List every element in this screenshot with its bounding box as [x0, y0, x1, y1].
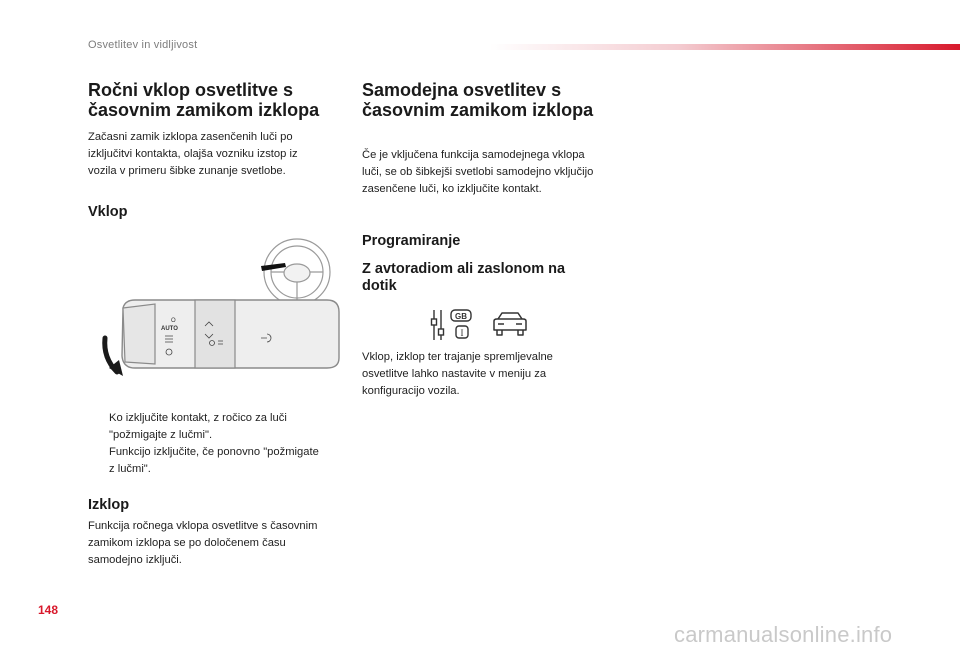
- programiranje-heading: Programiranje: [362, 233, 461, 249]
- vklop-heading-block: [88, 204, 127, 221]
- stalk-label-o: O: [171, 318, 176, 324]
- bullet-list: [88, 410, 358, 478]
- left-intro-line3: vozila v primeru šibke zunanje svetlobe.: [88, 165, 286, 177]
- left-intro: [88, 129, 358, 180]
- right-title-line1: Samodejna osvetlitev s: [362, 80, 562, 100]
- radio-line3: konfiguracijo vozila.: [362, 385, 460, 397]
- left-title: [88, 80, 358, 120]
- bullet-1-line2: "požmigajte z lučmi".: [109, 429, 213, 441]
- light-stalk-icon: [95, 230, 355, 380]
- gb-label: GB: [455, 312, 467, 321]
- radio-line1: Vklop, izklop ter trajanje spremljevalne: [362, 351, 553, 363]
- izklop-heading: Izklop: [88, 497, 130, 513]
- radio-text: [362, 349, 632, 400]
- izklop-line2: zamikom izklopa se po določenem času: [88, 537, 286, 549]
- izklop-line1: Funkcija ročnega vklopa osvetlitve s časovnim: [88, 520, 318, 532]
- settings-language-icon: [430, 307, 476, 343]
- car-icon: [492, 311, 528, 337]
- bullet-1-line1: Ko izključite kontakt, z ročico za luči: [109, 412, 287, 424]
- right-title: [362, 80, 632, 120]
- bullet-2-line2: z lučmi".: [109, 463, 151, 475]
- header-accent-bar: [490, 44, 960, 50]
- right-title-line2: časovnim zamikom izklopa: [362, 100, 594, 120]
- car-icon-block: [492, 311, 528, 337]
- watermark-link[interactable]: carmanualsonline.info: [674, 622, 893, 647]
- bullet-2-line1: Funkcijo izključite, če ponovno "požmigate: [109, 446, 319, 458]
- izklop-text: [88, 518, 358, 569]
- radio-heading: [362, 261, 632, 295]
- vklop-heading: Vklop: [88, 204, 128, 220]
- radio-line2: osvetlitve lahko nastavite v meniju za: [362, 368, 547, 380]
- list-item: [88, 444, 358, 478]
- info-label: I: [460, 328, 464, 338]
- left-title-line2: časovnim zamikom izklopa: [88, 100, 320, 120]
- izklop-heading-block: [88, 497, 129, 514]
- left-title-block: [88, 80, 358, 120]
- izklop-line3: samodejno izključi.: [88, 554, 182, 566]
- page-number: 148: [38, 603, 59, 617]
- radio-heading-block: [362, 261, 632, 295]
- right-title-block: [362, 80, 632, 120]
- settings-language-icon-block: [430, 307, 476, 343]
- radio-heading-line2: dotik: [362, 278, 397, 294]
- right-intro-line1: Če je vključena funkcija samodejnega vklopa: [362, 149, 585, 161]
- list-item: [88, 410, 358, 444]
- stalk-label-auto: AUTO: [161, 326, 178, 332]
- vklop-bullets: [88, 410, 358, 478]
- light-stalk-illustration: [95, 230, 355, 380]
- right-intro: [362, 147, 632, 198]
- left-intro-line2: izključitvi kontakta, olajša vozniku izstop iz: [88, 148, 298, 160]
- programiranje-heading-block: [362, 233, 460, 250]
- section-header: Osvetlitev in vidljivost: [88, 39, 198, 51]
- right-intro-line2: luči, se ob šibkejši svetlobi samodejno vključijo: [362, 166, 594, 178]
- left-intro-line1: Začasni zamik izklopa zasenčenih luči po: [88, 131, 293, 143]
- left-title-line1: Ročni vklop osvetlitve s: [88, 80, 294, 100]
- right-intro-line3: zasenčene luči, ko izključite kontakt.: [362, 183, 542, 195]
- radio-heading-line1: Z avtoradiom ali zaslonom na: [362, 261, 566, 277]
